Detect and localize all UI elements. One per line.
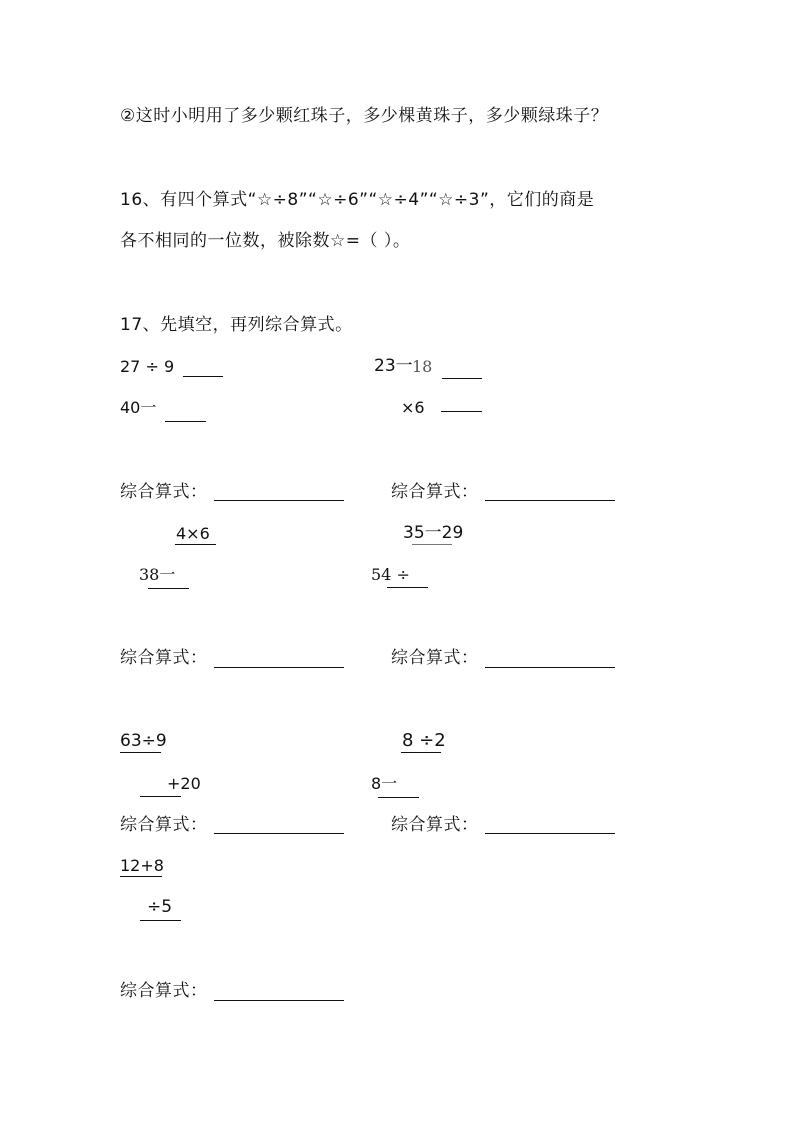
g1-right-top-expr-a: 23一 xyxy=(374,356,413,376)
g4-answer-label: 综合算式： xyxy=(120,981,208,1001)
g3-left-bottom-blank[interactable] xyxy=(140,796,181,797)
g3-right-top-expr: 8 ÷2 xyxy=(402,730,446,751)
g1-left-answer-label: 综合算式： xyxy=(120,482,208,502)
g2-left-answer-label: 综合算式： xyxy=(120,648,208,668)
q16-line1: 16、有四个算式“☆÷8”“☆÷6”“☆÷4”“☆÷3”，它们的商是 xyxy=(120,190,595,210)
g1-right-bottom-blank[interactable] xyxy=(441,411,482,412)
g1-left-bottom-blank[interactable] xyxy=(165,421,206,422)
g2-left-answer-line[interactable] xyxy=(214,667,344,668)
g2-left-bottom-expr: 38一 xyxy=(139,565,176,584)
g4-top-underline xyxy=(120,876,162,877)
g1-left-answer-line[interactable] xyxy=(214,500,344,501)
g2-right-bottom-blank[interactable] xyxy=(387,587,428,588)
g2-right-answer-label: 综合算式： xyxy=(391,648,479,668)
g1-left-bottom-expr: 40一 xyxy=(120,398,157,417)
q17-title: 17、先填空，再列综合算式。 xyxy=(120,315,353,335)
g1-right-top-expr-b: 18 xyxy=(412,357,433,376)
g3-right-bottom-blank[interactable] xyxy=(378,797,419,798)
g3-right-top-underline xyxy=(401,752,441,753)
g3-right-bottom-expr: 8一 xyxy=(371,774,398,793)
q15-part2-text: ②这时小明用了多少颗红珠子，多少棵黄珠子，多少颗绿珠子？ xyxy=(120,106,609,126)
g2-left-bottom-blank[interactable] xyxy=(148,588,189,589)
g1-right-answer-line[interactable] xyxy=(485,500,615,501)
g4-bottom-blank[interactable] xyxy=(140,920,181,921)
g3-left-answer-line[interactable] xyxy=(214,833,344,834)
g4-top-expr: 12+8 xyxy=(120,856,164,875)
g2-right-top-expr: 35一29 xyxy=(403,523,464,543)
g1-left-top-expr: 27 ÷ 9 xyxy=(120,357,175,376)
g4-bottom-expr: ÷5 xyxy=(147,897,173,917)
g3-left-top-expr: 63÷9 xyxy=(120,731,167,751)
g2-right-answer-line[interactable] xyxy=(485,667,615,668)
g2-right-top-underline xyxy=(412,544,452,545)
g2-left-top-expr: 4×6 xyxy=(176,524,210,543)
g3-left-answer-label: 综合算式： xyxy=(120,815,208,835)
g4-answer-line[interactable] xyxy=(214,1000,344,1001)
g1-right-bottom-expr: ×6 xyxy=(401,398,425,417)
g3-left-bottom-expr: +20 xyxy=(167,774,201,793)
g1-right-answer-label: 综合算式： xyxy=(391,482,479,502)
g3-right-answer-label: 综合算式： xyxy=(391,815,479,835)
g1-left-top-blank[interactable] xyxy=(183,376,223,377)
g3-right-answer-line[interactable] xyxy=(485,833,615,834)
g2-right-bottom-expr: 54 ÷ xyxy=(371,565,410,584)
g2-left-top-underline xyxy=(175,544,216,545)
q16-line2: 各不相同的一位数，被除数☆=（ ）。 xyxy=(120,231,411,251)
g1-right-top-blank[interactable] xyxy=(442,378,482,379)
g3-left-top-underline xyxy=(120,752,161,753)
